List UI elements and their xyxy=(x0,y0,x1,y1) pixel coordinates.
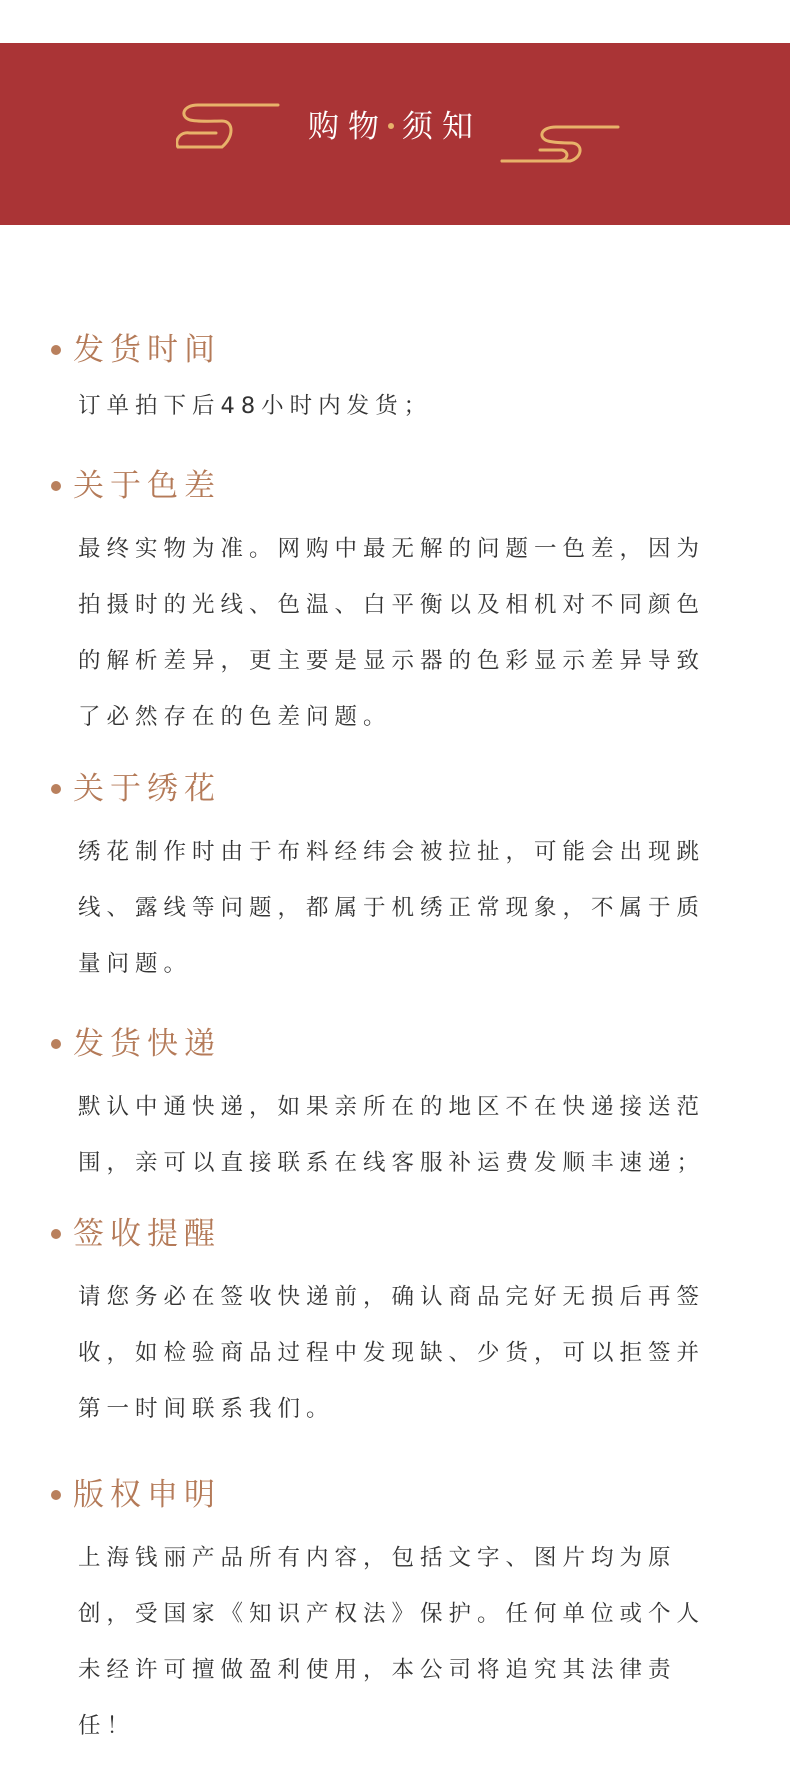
bullet-dot xyxy=(51,1039,61,1049)
title-part-1: 购物 xyxy=(308,109,388,145)
bullet-dot xyxy=(51,784,61,794)
section-heading xyxy=(51,1214,221,1254)
cloud-swirl-icon xyxy=(500,124,622,164)
section-heading xyxy=(51,330,221,370)
section-title: 关于色差 xyxy=(73,468,221,504)
section-body: 绣花制作时由于布料经纬会被拉扯，可能会出现跳线、露线等问题，都属于机绣正常现象，不属于质量问题。 xyxy=(78,839,706,977)
section-title: 签收提醒 xyxy=(73,1216,221,1252)
section-title: 关于绣花 xyxy=(73,771,221,807)
bullet-dot xyxy=(51,1490,61,1500)
section-body: 上海钱丽产品所有内容，包括文字、图片均为原创，受国家《知识产权法》保护。任何单位或个人未经许可擅做盈利使用，本公司将追究其法律责任！ xyxy=(78,1545,706,1739)
bullet-dot xyxy=(51,345,61,355)
section-heading xyxy=(51,466,221,506)
section-title: 发货快递 xyxy=(73,1026,221,1062)
section-heading xyxy=(51,1024,221,1064)
section-heading xyxy=(51,769,221,809)
page-title xyxy=(0,107,790,147)
section-body: 请您务必在签收快递前，确认商品完好无损后再签收，如检验商品过程中发现缺、少货，可以拒签并第一时间联系我们。 xyxy=(78,1284,706,1422)
section-heading xyxy=(51,1475,221,1515)
section-body: 最终实物为准。网购中最无解的问题一色差，因为拍摄时的光线、色温、白平衡以及相机对不同颜色的解析差异，更主要是显示器的色彩显示差异导致了必然存在的色差问题。 xyxy=(78,536,706,730)
section-title: 版权申明 xyxy=(73,1477,221,1513)
title-part-2: 须知 xyxy=(402,109,482,145)
section-body: 默认中通快递，如果亲所在的地区不在快递接送范围，亲可以直接联系在线客服补运费发顺丰速递； xyxy=(78,1094,706,1176)
section-title: 发货时间 xyxy=(73,332,221,368)
section-body: 订单拍下后48小时内发货； xyxy=(78,393,433,419)
bullet-dot xyxy=(51,481,61,491)
bullet-dot xyxy=(51,1229,61,1239)
title-separator-dot xyxy=(388,123,394,129)
